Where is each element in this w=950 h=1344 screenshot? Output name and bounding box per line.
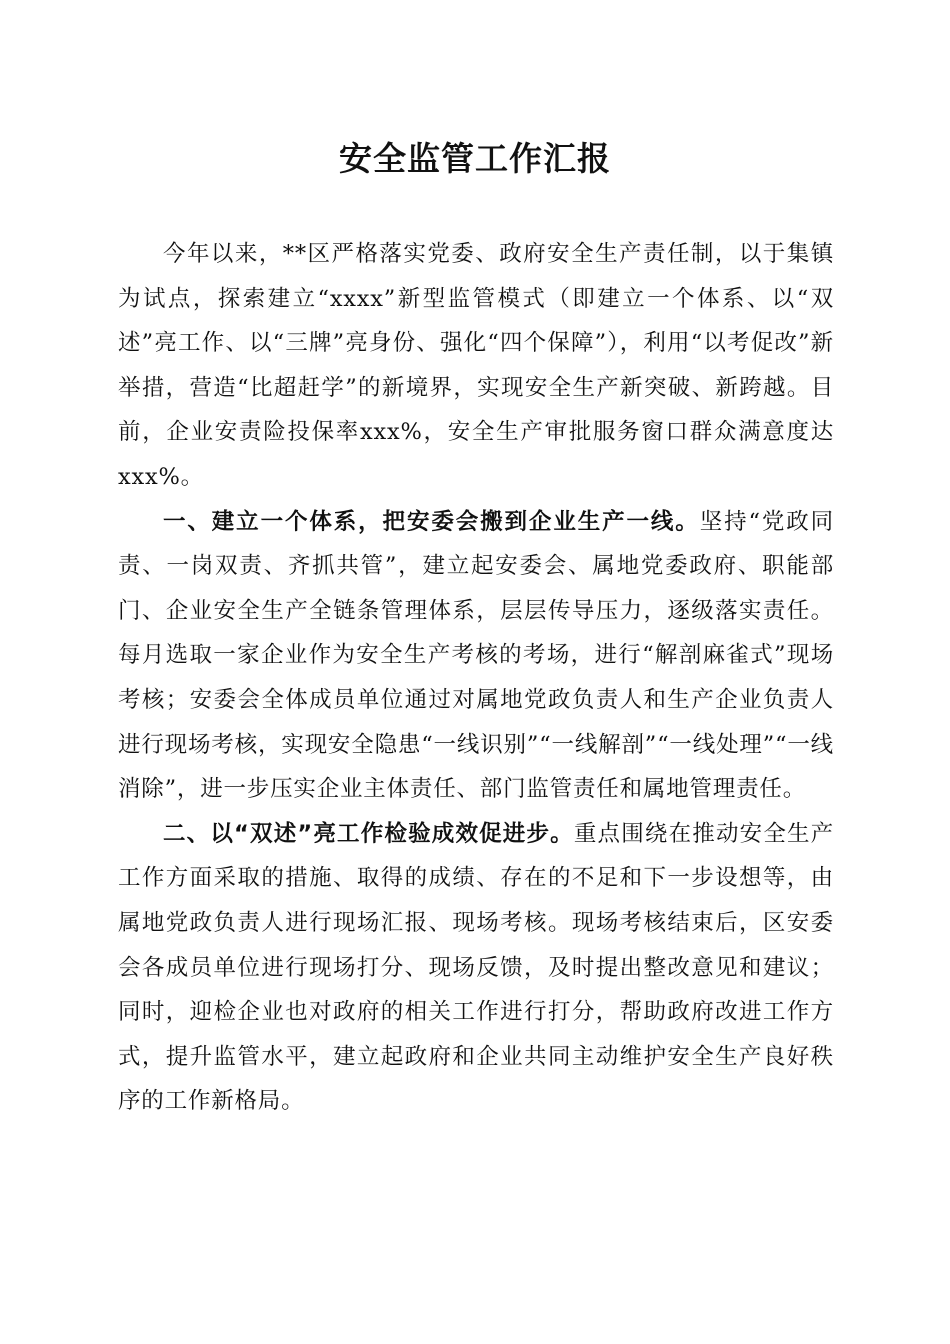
- section-body-1: 坚持“党政同责、一岗双责、齐抓共管”，建立起安委会、属地党委政府、职能部门、企业安全生产全链条管理体系，层层传导压力，逐级落实责任。每月选取一家企业作为安全生产考核的考场，进行“解剖麻雀式”现场考核；安委会全体成员单位通过对属地党政负责人和生产企业负责人进行现场考核，实现安全隐患“一线识别”“一线解剖”“一线处理”“一线消除”，进一步压实企业主体责任、部门监管责任和属地管理责任。: [118, 508, 834, 803]
- intro-paragraph: 今年以来，**区严格落实党委、政府安全生产责任制，以于集镇为试点，探索建立“xxxx”新型监管模式（即建立一个体系、以“双述”亮工作、以“三牌”亮身份、强化“四个保障”），利用“以考促改”新举措，营造“比超赶学”的新境界，实现安全生产新突破、新跨越。目前，企业安责险投保率xxx%，安全生产审批服务窗口群众满意度达xxx%。: [118, 241, 834, 490]
- section-heading-2: 二、以“双述”亮工作检验成效促进步。: [163, 820, 574, 847]
- section-paragraph-1: [118, 500, 834, 812]
- section-heading-1: 一、建立一个体系，把安委会搬到企业生产一线。: [163, 508, 700, 535]
- document-title: 安全监管工作汇报: [339, 139, 611, 178]
- section-paragraph-2: [118, 812, 834, 1124]
- section-body-2: 重点围绕在推动安全生产工作方面采取的措施、取得的成绩、存在的不足和下一步设想等，由属地党政负责人进行现场汇报、现场考核。现场考核结束后，区安委会各成员单位进行现场打分、现场反馈，及时提出整改意见和建议；同时，迎检企业也对政府的相关工作进行打分，帮助政府改进工作方式，提升监管水平，建立起政府和企业共同主动维护安全生产良好秩序的工作新格局。: [118, 820, 834, 1115]
- document-body: [118, 232, 834, 1124]
